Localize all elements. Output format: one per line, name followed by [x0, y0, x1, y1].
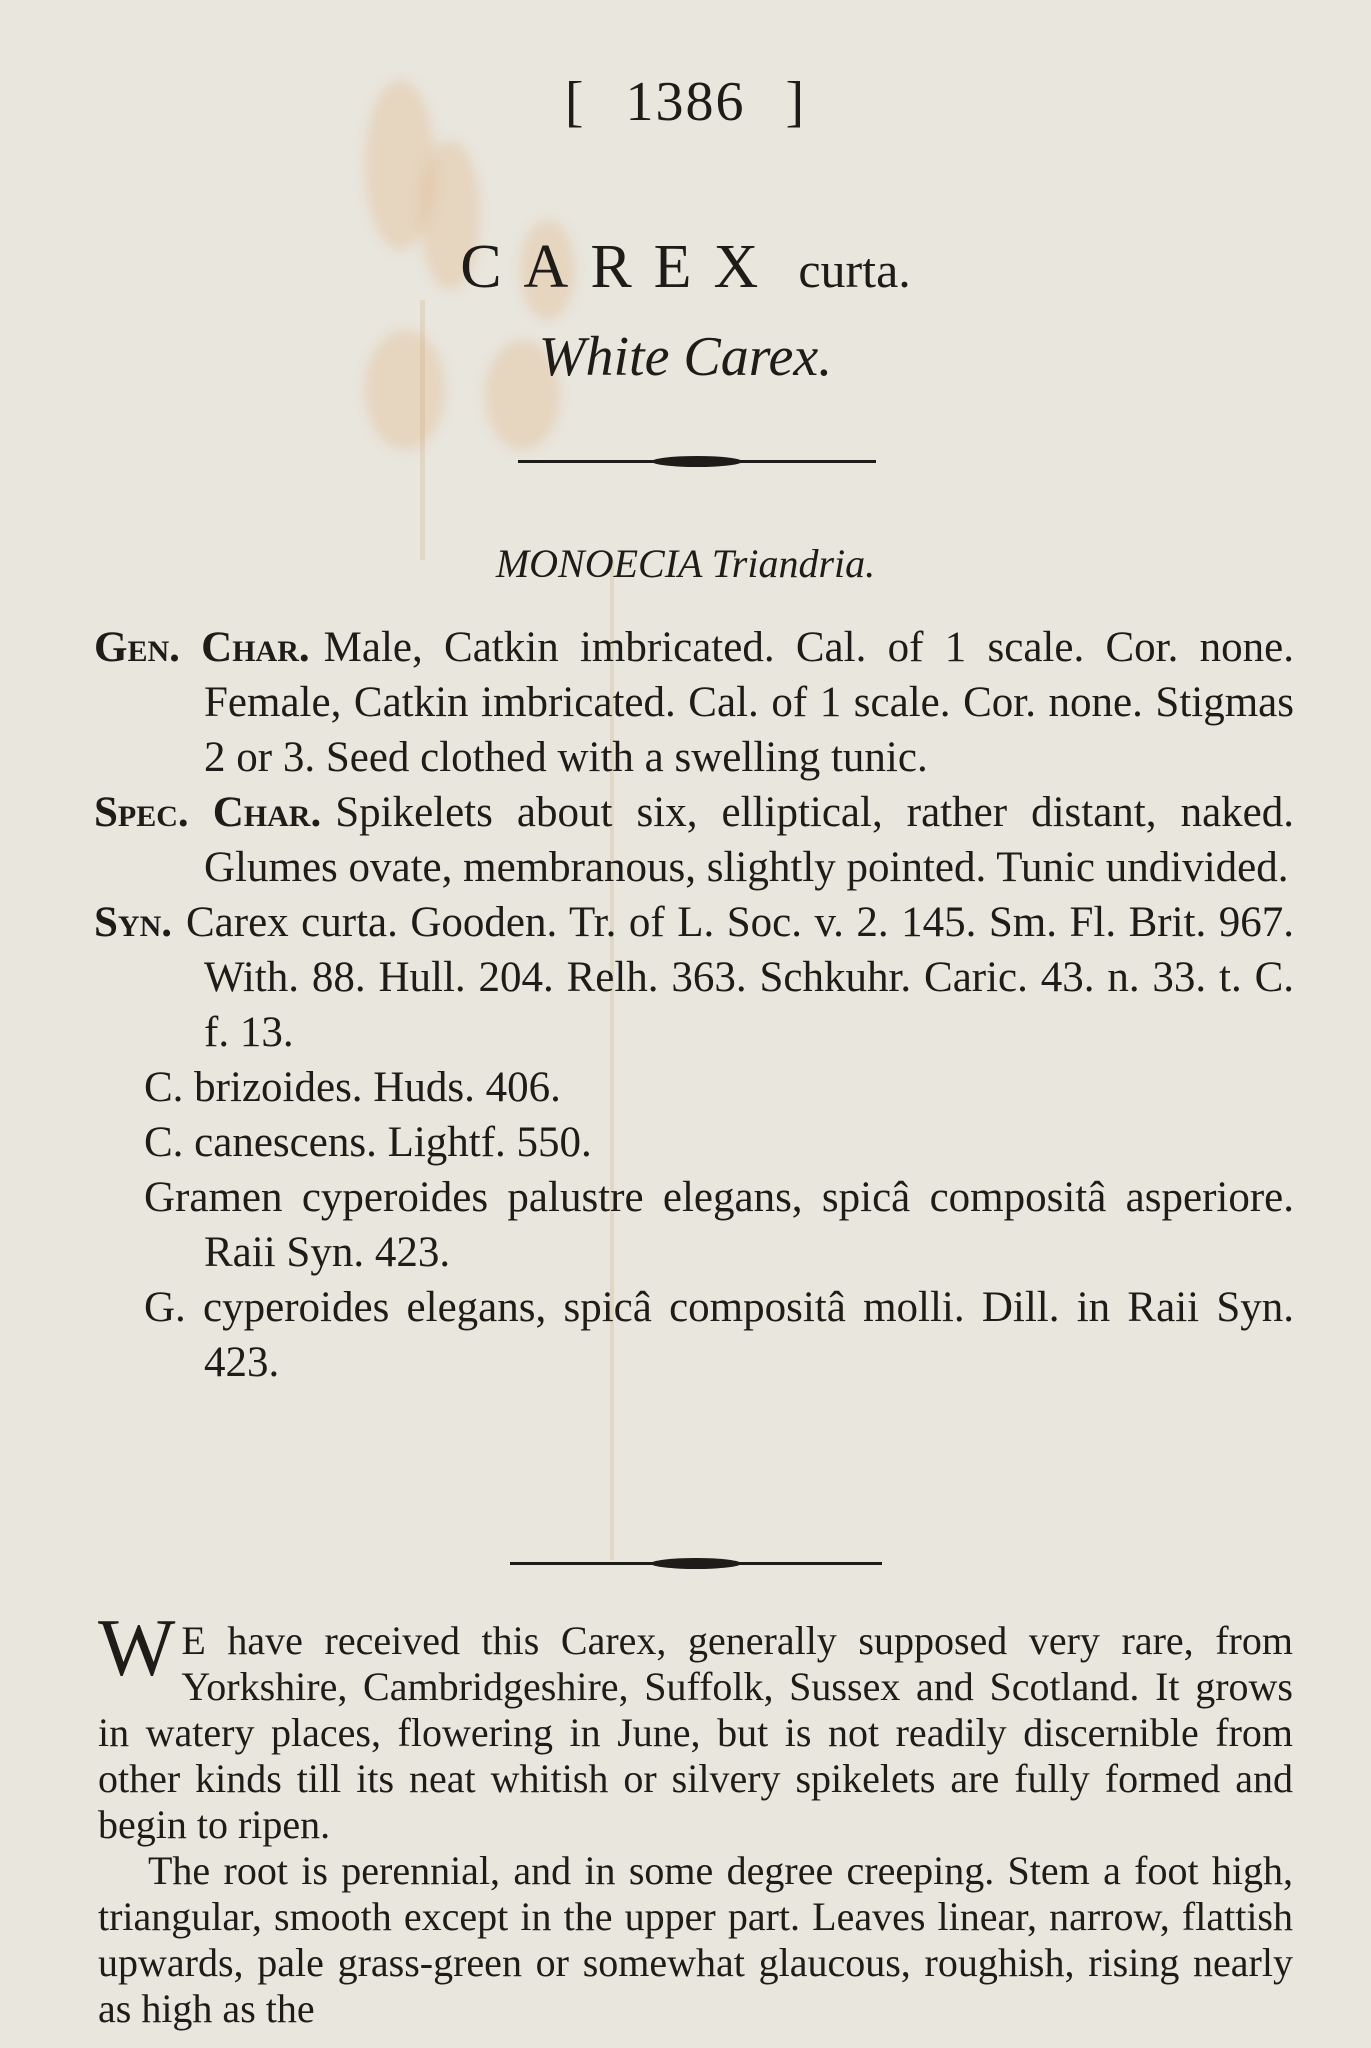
ornamental-rule-top [518, 460, 876, 463]
spec-char-text: Spikelets about six, elliptical, rather distant, naked. Glumes ovate, membranous, slightly pointed. Tunic undivided. [204, 789, 1294, 891]
description [98, 1602, 1293, 2032]
drop-cap: W [98, 1602, 176, 1693]
characters-block [94, 620, 1294, 1390]
classification: MONOECIA Triandria. [495, 541, 876, 586]
syn-entry-row [94, 1280, 1294, 1390]
genus-name: CAREX [460, 233, 781, 301]
syn-entry: G. cyperoides elegans, spicâ compositâ molli. Dill. in Raii Syn. 423. [144, 1284, 1294, 1386]
syn-entry: Gramen cyperoides palustre elegans, spicâ compositâ asperiore. Raii Syn. 423. [144, 1174, 1294, 1276]
gen-char-text: Male, Catkin imbricated. Cal. of 1 scale. Cor. none. Female, Catkin imbricated. Cal. of 1 scale. Cor. none. Stigmas 2 or 3. Seed clothed with a swelling tunic. [204, 624, 1295, 781]
spec-char [94, 785, 1294, 895]
species-title [0, 232, 1371, 303]
syn-entry: C. brizoides. Huds. 406. [144, 1064, 561, 1111]
page-number [0, 70, 1371, 134]
bracket-right: ] [785, 71, 807, 133]
paragraph-text: The root is perennial, and in some degree creeping. Stem a foot high, triangular, smooth except in the upper part. Leaves linear, narrow, flattish upwards, pale grass-green or somewhat glaucous, roughish, rising nearly as high as the [98, 1848, 1293, 2031]
description-paragraph-2 [98, 1848, 1293, 2032]
gen-char-label: Gen. Char. [94, 624, 310, 671]
syn-main [94, 895, 1294, 1060]
syn-entry-row [94, 1115, 1294, 1170]
syn-entry-row [94, 1170, 1294, 1280]
syn-entry: Carex curta. Gooden. Tr. of L. Soc. v. 2. 145. Sm. Fl. Brit. 967. With. 88. Hull. 204. Relh. 363. Schkuhr. Caric. 43. n. 33. t. C. f. 13. [186, 899, 1294, 1056]
species-name: curta. [798, 242, 911, 298]
gen-char [94, 620, 1294, 785]
common-name: White Carex. [538, 326, 833, 388]
syn-entry-row [94, 1060, 1294, 1115]
spec-char-label: Spec. Char. [94, 789, 322, 836]
description-paragraph-1 [98, 1602, 1293, 1848]
syn-entry: C. canescens. Lightf. 550. [144, 1119, 592, 1166]
page-number-value: 1386 [625, 71, 746, 133]
ornamental-rule-bottom [510, 1562, 882, 1565]
paragraph-text: E have received this Carex, generally supposed very rare, from Yorkshire, Cambridgeshire, Suffolk, Sussex and Scotland. It grows in watery places, flowering in June, but is not readily discernible from other kinds till its neat whitish or silvery spikelets are fully formed and begin to ripen. [98, 1618, 1293, 1847]
bracket-left: [ [564, 71, 586, 133]
syn-label: Syn. [94, 899, 172, 946]
